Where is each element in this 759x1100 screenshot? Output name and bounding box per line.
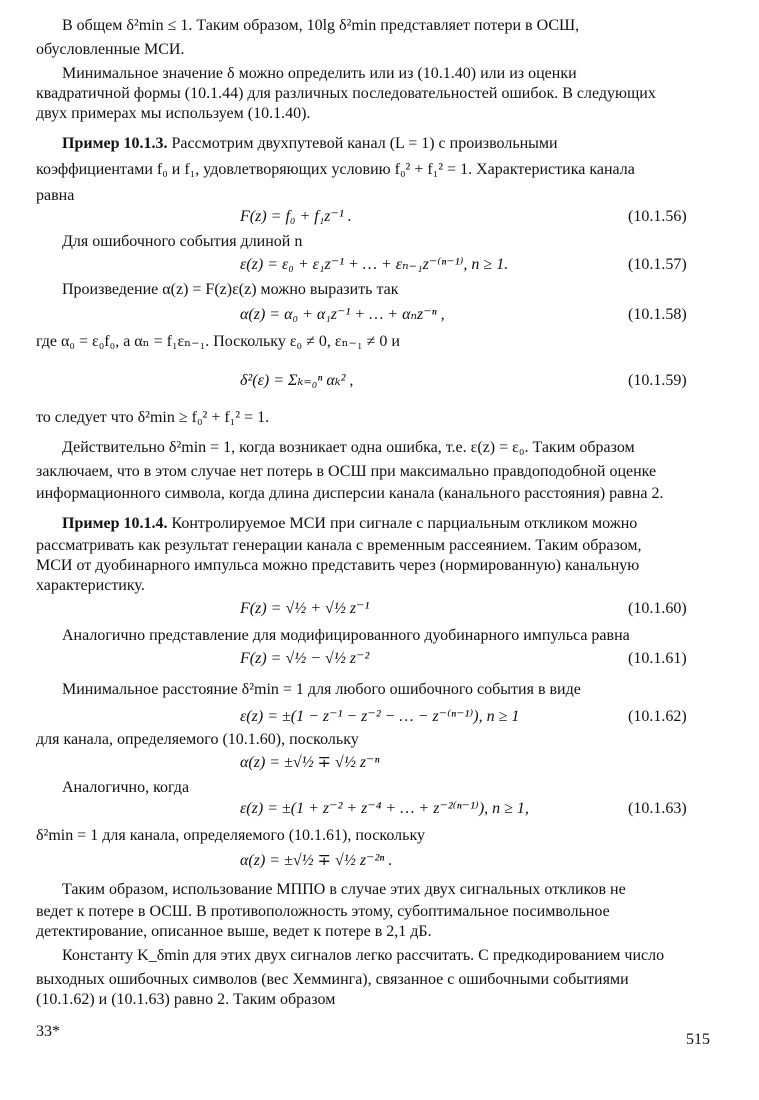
equation-number: (10.1.61): [628, 650, 687, 667]
equation-number: (10.1.58): [628, 306, 687, 323]
text-line: квадратичной формы (10.1.44) для различных последовательностей ошибок. В следующих: [36, 85, 656, 102]
text-line: ведет к потере в ОСШ. В противоположность этому, субоптимальное посимвольное: [36, 903, 610, 920]
example-heading-line: [62, 134, 558, 154]
text-line: двух примерах мы используем (10.1.40).: [36, 105, 311, 122]
equation-number: (10.1.56): [628, 208, 687, 225]
text-line: то следует что δ²min ≥ f₀² + f₁² = 1.: [36, 409, 270, 426]
page-number: 515: [686, 1031, 710, 1048]
equation: F(z) = √½ − √½ z⁻²: [240, 650, 370, 667]
text-line: детектирование, описанное выше, ведет к потере в 2,1 дБ.: [36, 923, 432, 940]
text-line: Аналогично представление для модифицированного дуобинарного импульса равна: [62, 627, 630, 644]
equation: ε(z) = ε₀ + ε₁z⁻¹ + … + εₙ₋₁z⁻⁽ⁿ⁻¹⁾, n ≥ 1.: [240, 256, 509, 273]
equation: α(z) = α₀ + α₁z⁻¹ + … + αₙz⁻ⁿ ,: [240, 306, 445, 323]
text-line: Действительно δ²min = 1, когда возникает одна ошибка, т.е. ε(z) = ε₀. Таким образом: [62, 439, 635, 456]
equation-number: (10.1.60): [628, 600, 687, 617]
equation-number: (10.1.63): [628, 800, 687, 817]
text-line: Для ошибочного события длиной n: [62, 233, 303, 250]
text-line: обусловленные МСИ.: [36, 41, 185, 58]
text-line: для канала, определяемого (10.1.60), поскольку: [36, 731, 359, 748]
text-line: Минимальное значение δ можно определить или из (10.1.40) или из оценки: [62, 65, 577, 82]
text-line: рассматривать как результат генерации канала с временным рассеянием. Таким образом,: [36, 537, 642, 554]
text-line: равна: [36, 187, 75, 204]
example-label: Пример 10.1.4.: [62, 515, 168, 532]
text-line: Аналогично, когда: [62, 779, 190, 796]
equation: ε(z) = ±(1 − z⁻¹ − z⁻² − … − z⁻⁽ⁿ⁻¹⁾), n ≥ 1: [240, 708, 520, 725]
text-line: где α₀ = ε₀f₀, а αₙ = f₁εₙ₋₁. Поскольку ε₀ ≠ 0, εₙ₋₁ ≠ 0 и: [36, 333, 400, 350]
text-line: заключаем, что в этом случае нет потерь в ОСШ при максимально правдоподобной оценке: [36, 463, 657, 480]
example-label: Пример 10.1.3.: [62, 135, 168, 152]
text-line: выходных ошибочных символов (вес Хемминга), связанное с ошибочными событиями: [36, 971, 629, 988]
equation: F(z) = f₀ + f₁z⁻¹ .: [240, 208, 352, 225]
text-line: δ²min = 1 для канала, определяемого (10.1.61), поскольку: [36, 827, 425, 844]
equation-number: (10.1.59): [628, 372, 687, 389]
text-line: информационного символа, когда длина дисперсии канала (канального расстояния) равна 2.: [36, 485, 664, 502]
equation: ε(z) = ±(1 + z⁻² + z⁻⁴ + … + z⁻²⁽ⁿ⁻¹⁾), n ≥ 1,: [240, 800, 529, 817]
text-line: В общем δ²min ≤ 1. Таким образом, 10lg δ²min представляет потери в ОСШ,: [62, 17, 580, 34]
text-line: МСИ от дуобинарного импульса можно представить через (нормированную) канальную: [36, 557, 640, 574]
text-line: Произведение α(z) = F(z)ε(z) можно выразить так: [62, 281, 399, 298]
equation: α(z) = ±√½ ∓ √½ z⁻ⁿ: [240, 754, 380, 771]
equation: δ²(ε) = Σₖ₌₀ⁿ αₖ² ,: [240, 372, 354, 389]
text-line: Константу K_δmin для этих двух сигналов легко рассчитать. С предкодированием число: [62, 947, 665, 964]
equation: F(z) = √½ + √½ z⁻¹: [240, 600, 370, 617]
text-line: коэффициентами f₀ и f₁, удовлетворяющих условию f₀² + f₁² = 1. Характеристика канала: [36, 161, 635, 178]
text-line: Рассмотрим двухпутевой канал (L = 1) с произвольными: [171, 135, 558, 152]
text-line: Таким образом, использование МППО в случае этих двух сигнальных откликов не: [62, 881, 626, 898]
text-line: Минимальное расстояние δ²min = 1 для любого ошибочного события в виде: [62, 681, 581, 698]
example-heading-line: [62, 514, 637, 534]
equation-number: (10.1.57): [628, 256, 687, 273]
text-line: характеристику.: [36, 577, 145, 594]
equation: α(z) = ±√½ ∓ √½ z⁻²ⁿ .: [240, 852, 393, 869]
text-line: Контролируемое МСИ при сигнале с парциальным откликом можно: [171, 515, 638, 532]
equation-number: (10.1.62): [628, 708, 687, 725]
signature-mark: 33*: [36, 1023, 60, 1040]
text-line: (10.1.62) и (10.1.63) равно 2. Таким образом: [36, 991, 336, 1008]
